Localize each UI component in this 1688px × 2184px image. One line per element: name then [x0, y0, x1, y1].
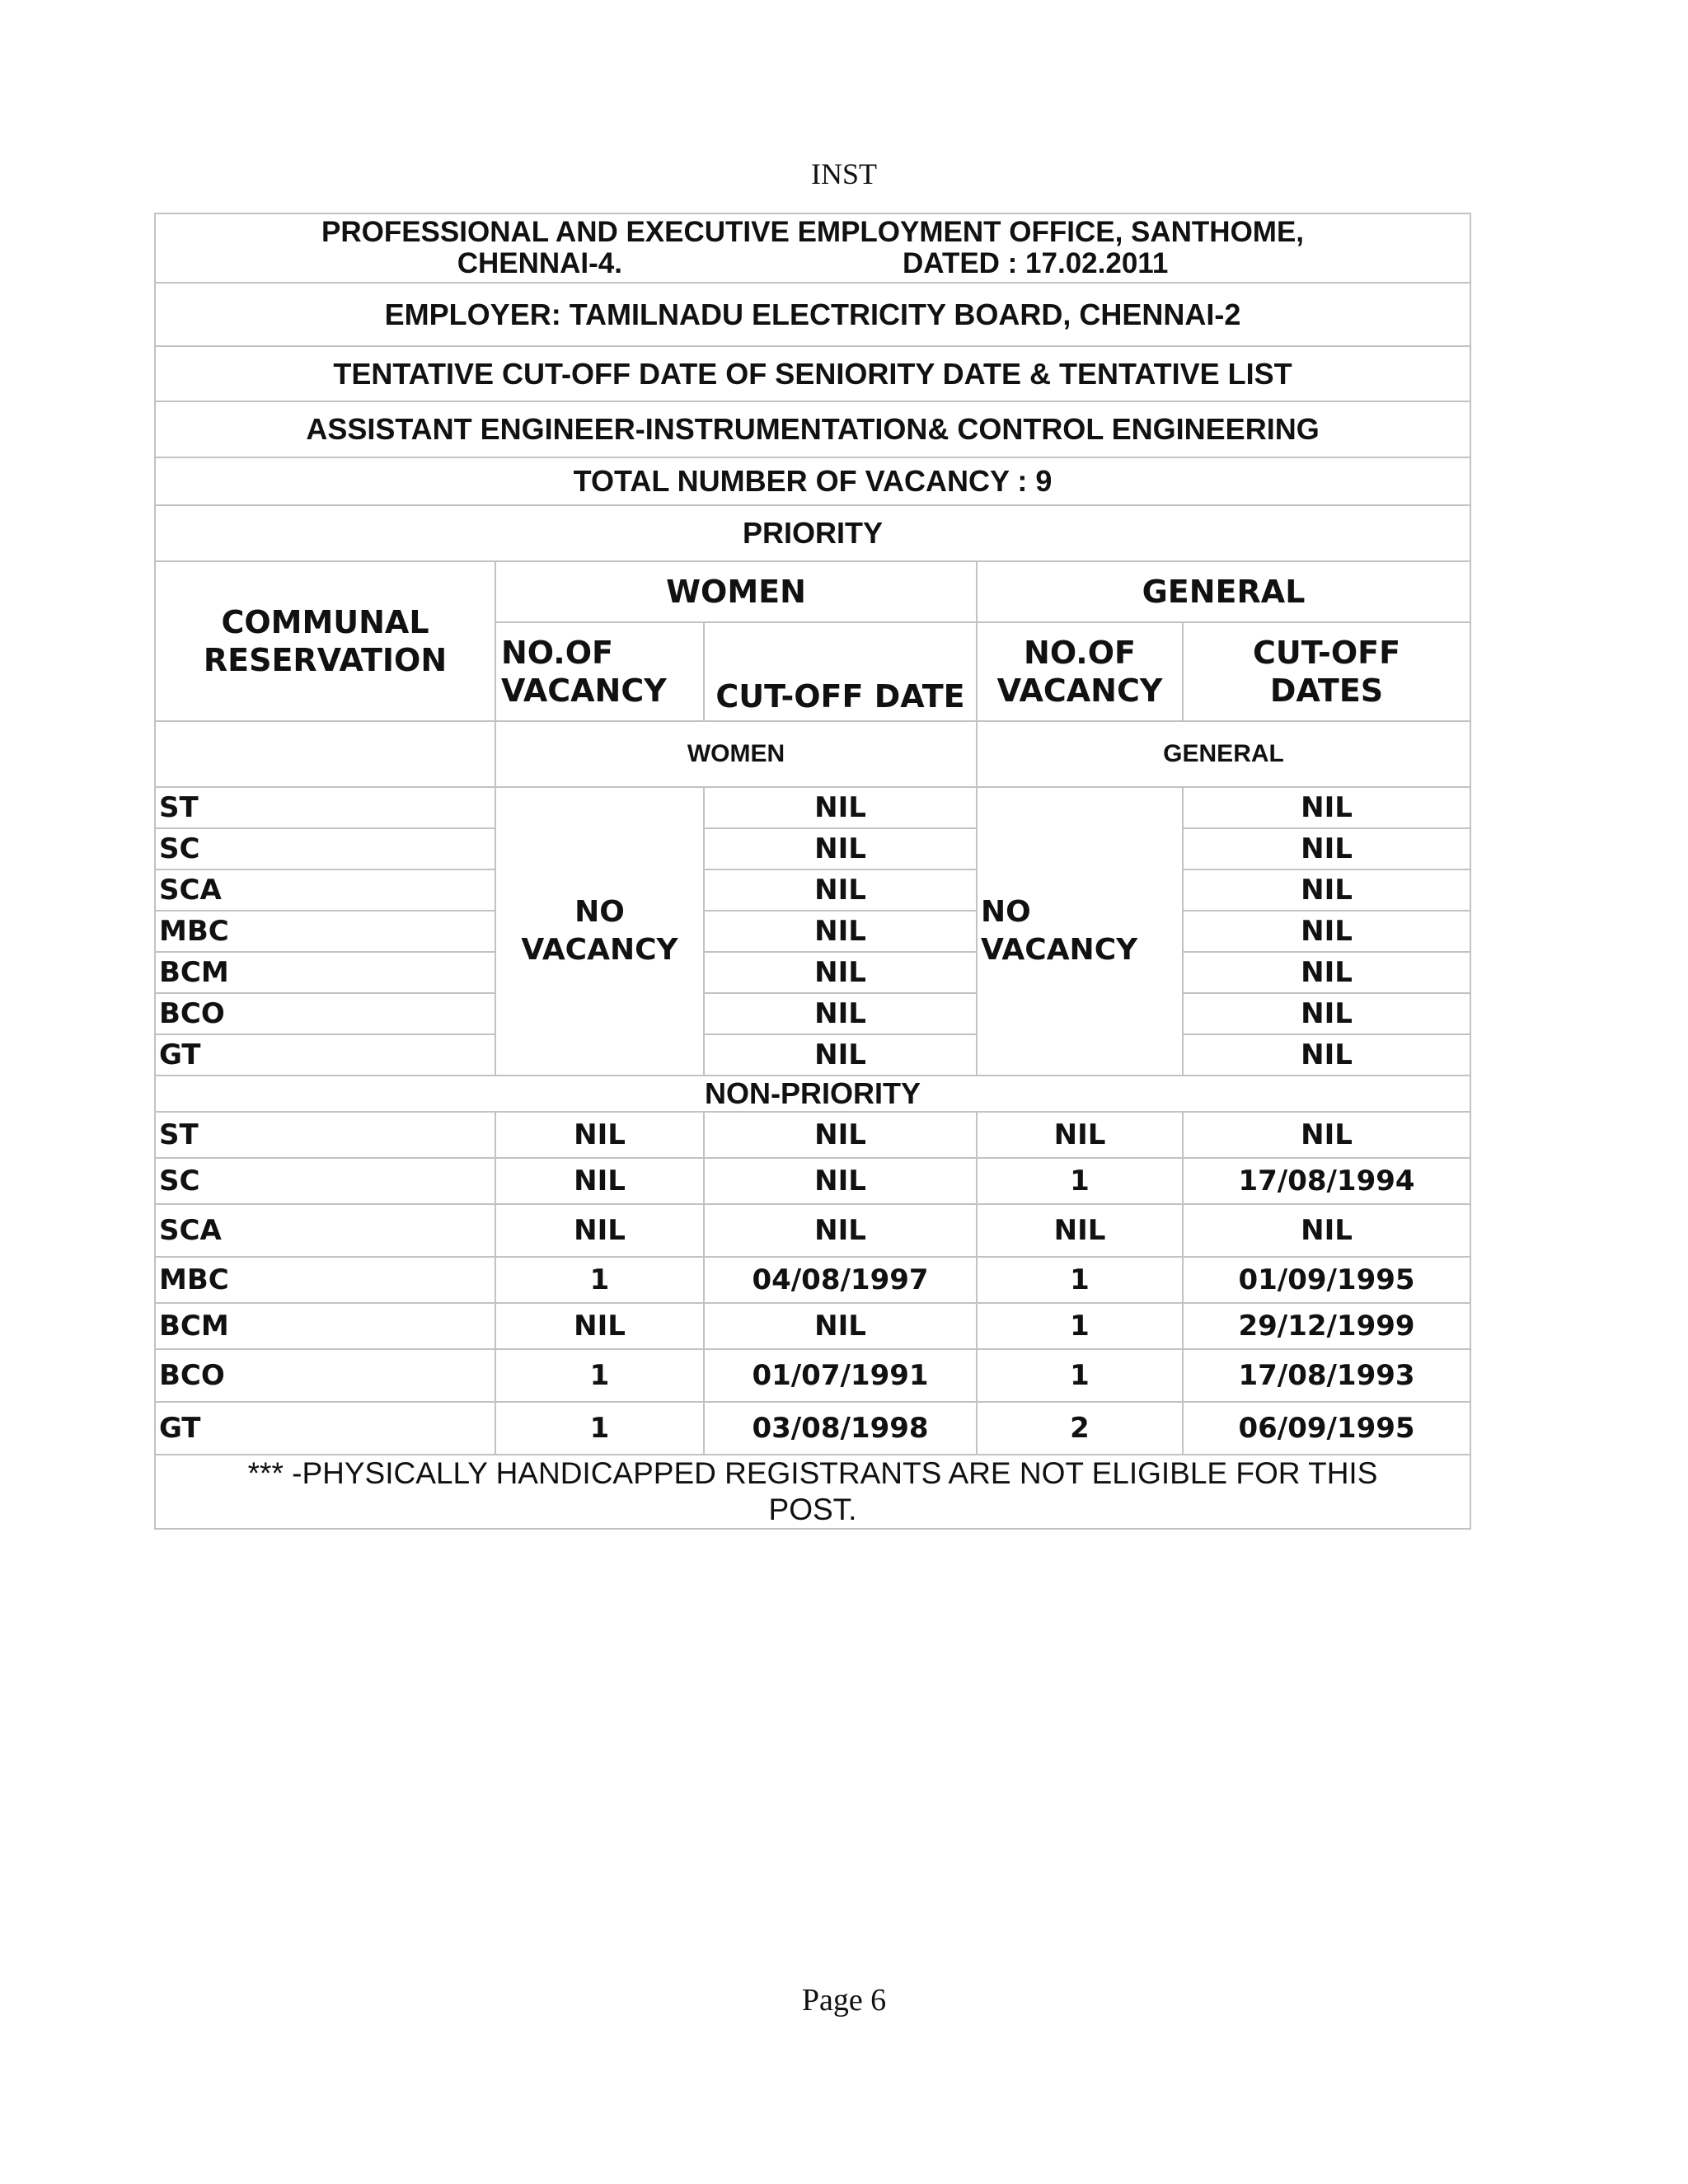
- general-cutoff-cell: NIL: [1183, 911, 1470, 952]
- note-row: [155, 1455, 1470, 1529]
- general-cutoff-cell: 01/09/1995: [1183, 1257, 1470, 1303]
- no-vacancy-line1: NO: [574, 895, 625, 929]
- note-line1: *** -PHYSICALLY HANDICAPPED REGISTRANTS ARE NOT ELIGIBLE FOR THIS: [247, 1456, 1378, 1490]
- women-vacancy-cell: NIL: [495, 1112, 704, 1158]
- general-cutoff-cell: 29/12/1999: [1183, 1303, 1470, 1349]
- vacancy-line1: NO.OF: [501, 635, 613, 671]
- title-row-office: [155, 213, 1470, 283]
- group-subheader-row: [155, 721, 1470, 787]
- women-vacancy-header: [495, 622, 704, 721]
- non-priority-row: [155, 1349, 1470, 1402]
- general-vacancy-header: [977, 622, 1183, 721]
- employer-title: EMPLOYER: TAMILNADU ELECTRICITY BOARD, CHENNAI-2: [155, 283, 1470, 346]
- handicapped-note: [155, 1455, 1470, 1529]
- general-cutoff-cell: 17/08/1994: [1183, 1158, 1470, 1204]
- general-cutoff-cell: NIL: [1183, 869, 1470, 911]
- women-cutoff-cell: NIL: [704, 1034, 977, 1076]
- general-vacancy-cell: 1: [977, 1257, 1183, 1303]
- communal-line1: COMMUNAL: [221, 604, 429, 640]
- page-header: INST: [811, 157, 877, 190]
- general-vacancy-cell: 1: [977, 1349, 1183, 1402]
- category-cell: SC: [155, 828, 495, 869]
- non-priority-row: [155, 1402, 1470, 1455]
- women-vacancy-cell: 1: [495, 1349, 704, 1402]
- general-no-vacancy: [977, 787, 1183, 1076]
- women-cutoff-cell: NIL: [704, 1112, 977, 1158]
- cutoff-line1: CUT-OFF: [1252, 635, 1401, 671]
- general-cutoff-cell: 17/08/1993: [1183, 1349, 1470, 1402]
- general-cutoff-cell: NIL: [1183, 1204, 1470, 1257]
- women-no-vacancy: [495, 787, 704, 1076]
- no-vacancy-line1: NO: [981, 895, 1031, 929]
- non-priority-row: [155, 1112, 1470, 1158]
- general-vacancy-cell: 1: [977, 1158, 1183, 1204]
- vacancy-line2: VACANCY: [996, 673, 1163, 709]
- cutoff-table: [154, 213, 1471, 1530]
- women-vacancy-cell: 1: [495, 1402, 704, 1455]
- women-header: WOMEN: [495, 561, 977, 622]
- women-cutoff-cell: NIL: [704, 1204, 977, 1257]
- office-title: [155, 213, 1470, 283]
- vacancy-line2: VACANCY: [501, 673, 667, 709]
- general-cutoff-cell: NIL: [1183, 1034, 1470, 1076]
- category-cell: MBC: [155, 1257, 495, 1303]
- category-cell: SCA: [155, 869, 495, 911]
- women-cutoff-header: CUT-OFF DATE: [704, 622, 977, 721]
- general-cutoff-cell: NIL: [1183, 828, 1470, 869]
- page-footer: Page 6: [801, 1983, 887, 2018]
- category-cell: BCO: [155, 1349, 495, 1402]
- women-vacancy-cell: NIL: [495, 1158, 704, 1204]
- women-cutoff-cell: NIL: [704, 993, 977, 1034]
- general-subheader: GENERAL: [977, 721, 1470, 787]
- women-cutoff-cell: NIL: [704, 828, 977, 869]
- women-vacancy-cell: NIL: [495, 1303, 704, 1349]
- category-cell: BCM: [155, 952, 495, 993]
- women-cutoff-cell: 03/08/1998: [704, 1402, 977, 1455]
- priority-row: [155, 911, 1470, 952]
- category-cell: BCO: [155, 993, 495, 1034]
- non-priority-row: [155, 1158, 1470, 1204]
- non-priority-row: [155, 1303, 1470, 1349]
- priority-row: [155, 993, 1470, 1034]
- general-cutoff-cell: NIL: [1183, 1112, 1470, 1158]
- tentative-title: TENTATIVE CUT-OFF DATE OF SENIORITY DATE & TENTATIVE LIST: [155, 346, 1470, 401]
- cutoff-line2: DATES: [1269, 673, 1384, 709]
- priority-row: [155, 952, 1470, 993]
- women-cutoff-cell: NIL: [704, 787, 977, 828]
- category-cell: ST: [155, 787, 495, 828]
- general-cutoff-cell: NIL: [1183, 952, 1470, 993]
- women-vacancy-cell: 1: [495, 1257, 704, 1303]
- general-vacancy-cell: NIL: [977, 1204, 1183, 1257]
- category-cell: BCM: [155, 1303, 495, 1349]
- category-cell: ST: [155, 1112, 495, 1158]
- general-vacancy-cell: NIL: [977, 1112, 1183, 1158]
- women-cutoff-cell: NIL: [704, 1158, 977, 1204]
- communal-reservation-header: [155, 561, 495, 721]
- general-cutoff-cell: NIL: [1183, 787, 1470, 828]
- women-subheader: WOMEN: [495, 721, 977, 787]
- group-header-row: [155, 561, 1470, 622]
- general-cutoff-cell: 06/09/1995: [1183, 1402, 1470, 1455]
- category-cell: MBC: [155, 911, 495, 952]
- general-header: GENERAL: [977, 561, 1470, 622]
- non-priority-row: [155, 1257, 1470, 1303]
- vacancy-line1: NO.OF: [1024, 635, 1136, 671]
- no-vacancy-line2: VACANCY: [981, 933, 1138, 967]
- category-cell: SCA: [155, 1204, 495, 1257]
- women-cutoff-cell: 04/08/1997: [704, 1257, 977, 1303]
- office-name: PROFESSIONAL AND EXECUTIVE EMPLOYMENT OFFICE, SANTHOME,: [321, 216, 1305, 248]
- general-cutoff-cell: NIL: [1183, 993, 1470, 1034]
- priority-row: [155, 828, 1470, 869]
- note-line2: POST.: [768, 1493, 857, 1526]
- priority-row: [155, 1034, 1470, 1076]
- category-cell: GT: [155, 1402, 495, 1455]
- general-vacancy-cell: 2: [977, 1402, 1183, 1455]
- non-priority-heading: NON-PRIORITY: [155, 1076, 1470, 1112]
- category-cell: GT: [155, 1034, 495, 1076]
- non-priority-row: [155, 1204, 1470, 1257]
- women-cutoff-cell: NIL: [704, 869, 977, 911]
- women-cutoff-cell: NIL: [704, 1303, 977, 1349]
- women-cutoff-cell: NIL: [704, 952, 977, 993]
- women-vacancy-cell: NIL: [495, 1204, 704, 1257]
- priority-heading: PRIORITY: [155, 505, 1470, 561]
- category-cell: SC: [155, 1158, 495, 1204]
- priority-row: [155, 869, 1470, 911]
- communal-line2: RESERVATION: [203, 642, 448, 678]
- document-date: DATED : 17.02.2011: [903, 247, 1169, 279]
- office-city: CHENNAI-4.: [457, 247, 622, 279]
- empty-cell: [155, 721, 495, 787]
- general-vacancy-cell: 1: [977, 1303, 1183, 1349]
- no-vacancy-line2: VACANCY: [521, 933, 678, 967]
- post-title: ASSISTANT ENGINEER-INSTRUMENTATION& CONTROL ENGINEERING: [155, 401, 1470, 457]
- general-cutoff-header: [1183, 622, 1470, 721]
- women-cutoff-cell: NIL: [704, 911, 977, 952]
- total-vacancy: TOTAL NUMBER OF VACANCY : 9: [155, 457, 1470, 505]
- priority-row: [155, 787, 1470, 828]
- women-cutoff-cell: 01/07/1991: [704, 1349, 977, 1402]
